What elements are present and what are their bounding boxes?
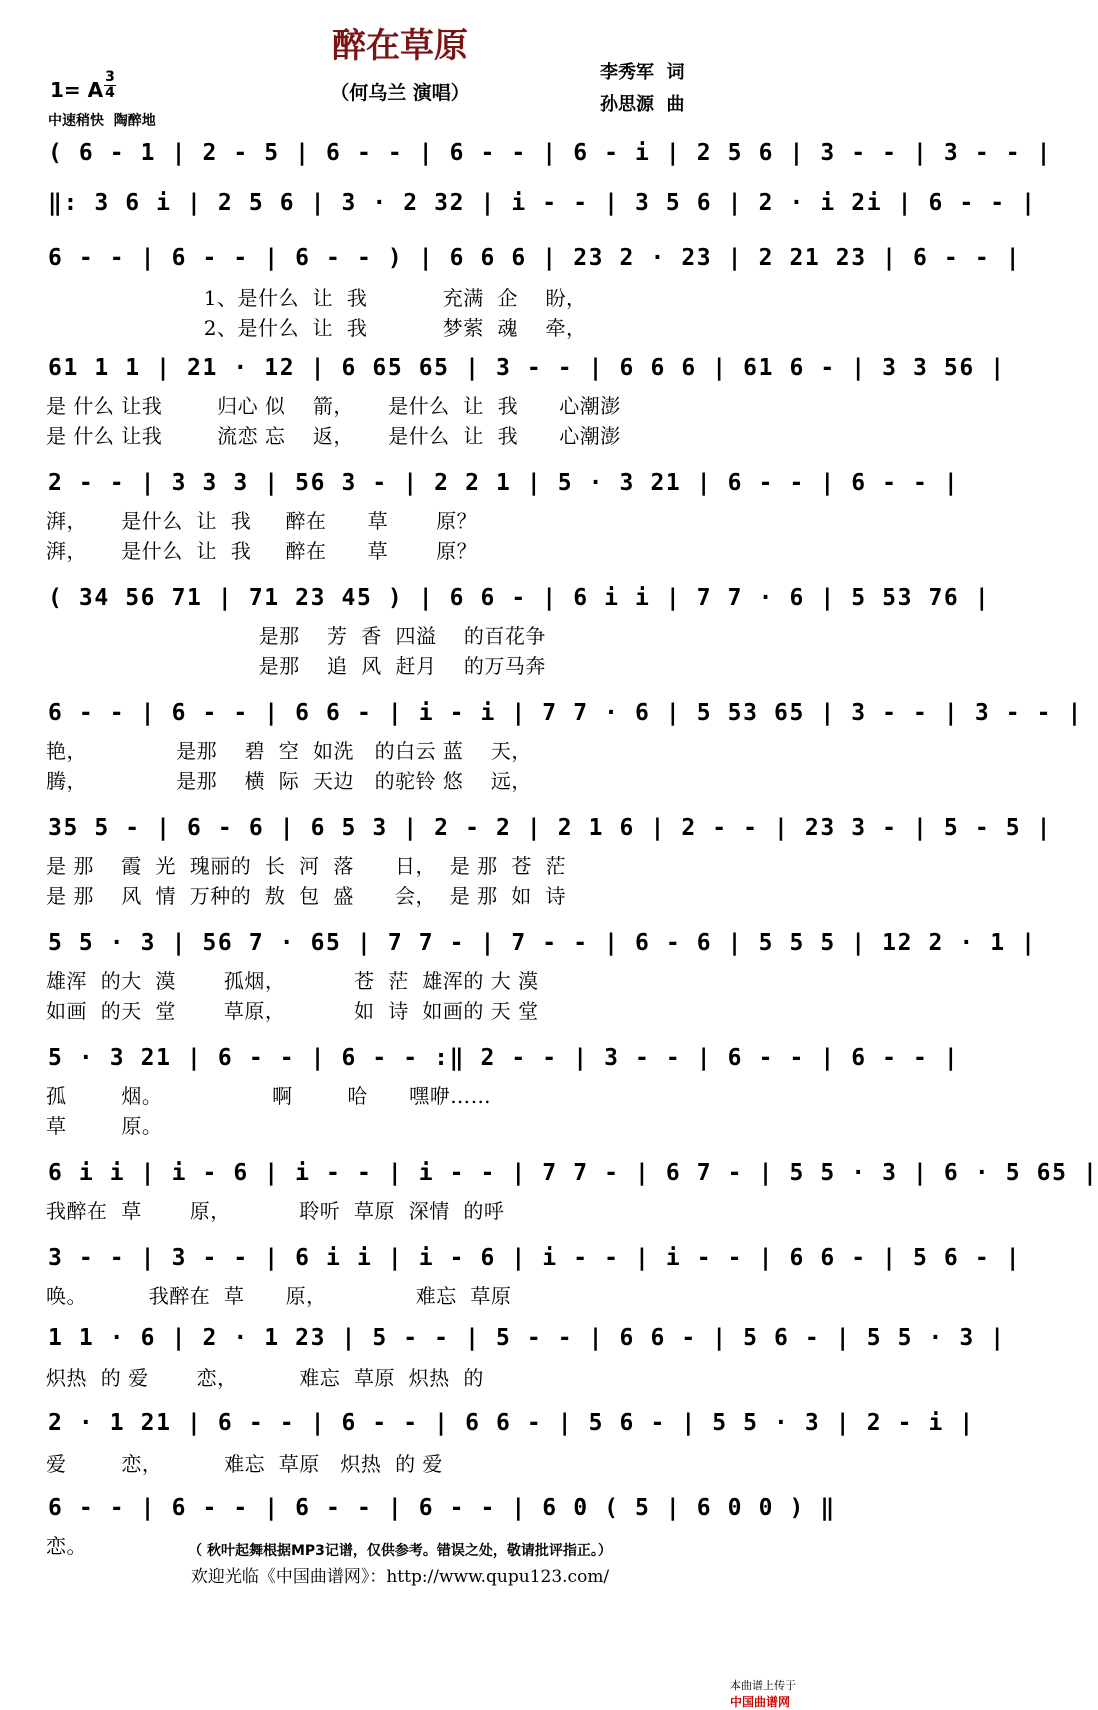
composer: 孙思源 曲: [600, 94, 685, 115]
score-line-1: ( 6 - 1 | 2 - 5 | 6 - - | 6 - - | 6 - i | 2 5 6 | 3 - - | 3 - - |: [48, 140, 1053, 166]
score-line-14: 2 · 1 21 | 6 - - | 6 - - | 6 6 - | 5 6 - | 5 5 · 3 | 2 - i |: [48, 1410, 975, 1436]
upload-label: 本曲谱上传于: [730, 1679, 796, 1692]
lyric-line: 炽热 的 爱 恋， 难忘 草原 炽热 的: [46, 1366, 484, 1390]
time-bottom: 4: [105, 85, 115, 101]
lyric-line: 恋。: [46, 1534, 87, 1558]
lyric-line: 是那 芳 香 四溢 的百花争: [46, 624, 546, 648]
lyric-line: 爱 恋， 难忘 草原 炽热 的 爱: [46, 1452, 443, 1476]
score-line-15: 6 - - | 6 - - | 6 - - | 6 - - | 6 0 ( 5 | 6 0 0 ) ‖: [48, 1495, 836, 1521]
footnote: （ 秋叶起舞根据MP3记谱，仅供参考。错误之处，敬请批评指正。）: [188, 1543, 612, 1559]
lyric-line: 唤。 我醉在 草 原， 难忘 草原: [46, 1284, 512, 1308]
lyric-line: 草 原。: [46, 1114, 163, 1138]
score-line-13: 1 1 · 6 | 2 · 1 23 | 5 - - | 5 - - | 6 6 - | 5 6 - | 5 5 · 3 |: [48, 1325, 1006, 1351]
score-line-10: 5 · 3 21 | 6 - - | 6 - - :‖ 2 - - | 3 - - | 6 - - | 6 - - |: [48, 1045, 960, 1071]
upload-site-logo: 中国曲谱网: [730, 1695, 791, 1709]
time-top: 3: [105, 69, 115, 85]
score-line-9: 5 5 · 3 | 56 7 · 65 | 7 7 - | 7 - - | 6 - 6 | 5 5 5 | 12 2 · 1 |: [48, 930, 1037, 956]
key-signature: 1= A: [50, 78, 104, 102]
score-line-3: 6 - - | 6 - - | 6 - - ) | 6 6 6 | 23 2 · 23 | 2 21 23 | 6 - - |: [48, 245, 1022, 271]
site-credit: 欢迎光临《中国曲谱网》：http://www.qupu123.com/: [190, 1567, 610, 1587]
tempo-marking: 中速稍快 陶醉地: [48, 113, 156, 129]
lyric-line: 2、是什么 让 我 梦萦 魂 牵，: [46, 316, 587, 340]
score-line-7: 6 - - | 6 - - | 6 6 - | i - i | 7 7 · 6 | 5 53 65 | 3 - - | 3 - - |: [48, 700, 1083, 726]
lyric-line: 是那 追 风 赶月 的万马奔: [46, 654, 546, 678]
page-title: 醉在草原: [332, 26, 468, 66]
lyric-line: 湃， 是什么 让 我 醉在 草 原？: [46, 509, 478, 533]
lyric-line: 雄浑 的大 漠 孤烟， 苍 茫 雄浑的 大 漠: [46, 969, 539, 993]
score-line-5: 2 - - | 3 3 3 | 56 3 - | 2 2 1 | 5 · 3 21 | 6 - - | 6 - - |: [48, 470, 960, 496]
lyric-line: 是 什么 让我 流恋 忘 返， 是什么 让 我 心潮澎: [46, 424, 621, 448]
score-line-12: 3 - - | 3 - - | 6 i i | i - 6 | i - - | i - - | 6 6 - | 5 6 - |: [48, 1245, 1022, 1271]
lyric-line: 是 什么 让我 归心 似 箭， 是什么 让 我 心潮澎: [46, 394, 621, 418]
lyric-line: 湃， 是什么 让 我 醉在 草 原？: [46, 539, 478, 563]
lyric-line: 1、是什么 让 我 充满 企 盼，: [46, 286, 587, 310]
score-line-8: 35 5 - | 6 - 6 | 6 5 3 | 2 - 2 | 2 1 6 | 2 - - | 23 3 - | 5 - 5 |: [48, 815, 1053, 841]
lyric-line: 艳， 是那 碧 空 如洗 的白云 蓝 天，: [46, 739, 532, 763]
lyric-line: 是 那 霞 光 瑰丽的 长 河 落 日， 是 那 苍 茫: [46, 854, 567, 878]
subtitle: （何乌兰 演唱）: [330, 82, 470, 104]
lyric-line: 孤 烟。 啊 哈 嘿咿……: [46, 1084, 492, 1108]
time-signature: [104, 70, 116, 101]
lyricist: 李秀军 词: [600, 62, 685, 83]
score-line-11: 6 i i | i - 6 | i - - | i - - | 7 7 - | 6 7 - | 5 5 · 3 | 6 · 5 65 |: [48, 1160, 1098, 1186]
upload-credit: [723, 1664, 796, 1710]
score-line-4: 61 1 1 | 21 · 12 | 6 65 65 | 3 - - | 6 6 6 | 61 6 - | 3 3 56 |: [48, 355, 1006, 381]
lyric-line: 是 那 风 情 万种的 敖 包 盛 会， 是 那 如 诗: [46, 884, 567, 908]
lyric-line: 腾， 是那 横 际 天边 的驼铃 悠 远，: [46, 769, 532, 793]
score-line-6: ( 34 56 71 | 71 23 45 ) | 6 6 - | 6 i i | 7 7 · 6 | 5 53 76 |: [48, 585, 991, 611]
score-line-2: ‖: 3 6 i | 2 5 6 | 3 · 2 32 | i - - | 3 5 6 | 2 · i 2i | 6 - - |: [48, 190, 1037, 216]
lyric-line: 如画 的天 堂 草原， 如 诗 如画的 天 堂: [46, 999, 539, 1023]
lyric-line: 我醉在 草 原， 聆听 草原 深情 的呼: [46, 1199, 505, 1223]
